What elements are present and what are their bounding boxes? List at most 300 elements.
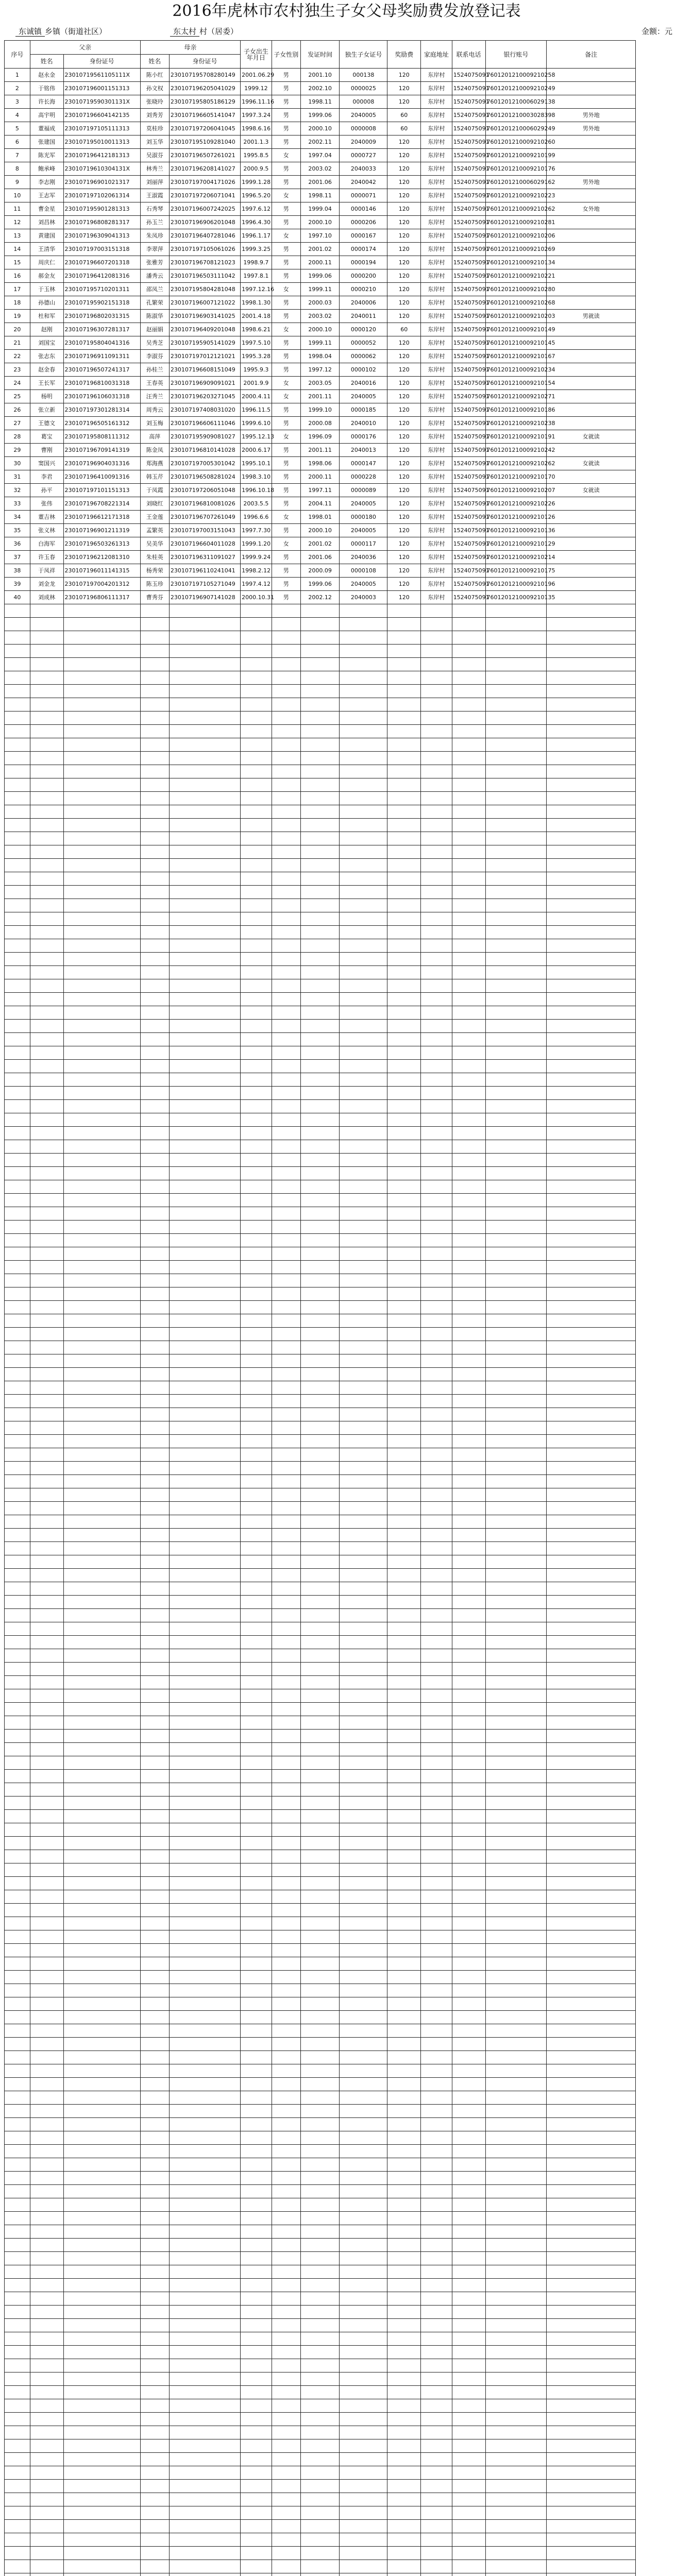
empty-cell [387,2292,421,2306]
empty-cell [272,1997,300,2011]
empty-cell [387,1435,421,1448]
empty-cell [485,1997,547,2011]
empty-cell [485,805,547,819]
empty-cell [63,1890,140,1904]
empty-cell [485,752,547,765]
empty-cell [421,1971,452,1984]
empty-row [5,1529,689,1542]
empty-row [5,966,689,979]
cell-father-name: 窦国兴 [30,457,63,470]
empty-cell [300,2279,340,2292]
empty-cell [5,2413,30,2426]
empty-cell [5,859,30,872]
empty-cell [169,1984,240,1997]
empty-cell [340,792,387,805]
empty-cell [300,1917,340,1930]
empty-cell [547,2386,636,2399]
empty-row [5,1448,689,1462]
empty-cell [421,1020,452,1033]
cell-remark [547,417,636,430]
empty-cell [452,819,485,832]
empty-cell [485,1904,547,1917]
empty-cell [547,2332,636,2346]
empty-cell [300,872,340,886]
table-row [5,564,689,578]
empty-cell [340,1100,387,1113]
empty-cell [140,2078,169,2091]
empty-cell [547,2560,636,2573]
table-row [5,377,689,390]
empty-cell [169,859,240,872]
empty-cell [5,1542,30,1555]
cell-mother-id: 230107195804281048 [169,283,240,296]
empty-cell [30,631,63,645]
cell-cert-number: 0000117 [340,537,387,551]
empty-cell [272,1462,300,1475]
empty-cell [140,1462,169,1475]
empty-cell [387,859,421,872]
empty-cell [63,899,140,912]
empty-cell [387,2091,421,2105]
empty-cell [300,2038,340,2051]
cell-cert-number: 0000185 [340,403,387,417]
empty-cell [169,658,240,671]
empty-cell [300,2573,340,2576]
empty-cell [169,1113,240,1127]
empty-cell [547,1354,636,1368]
empty-cell [387,1354,421,1368]
empty-cell [272,993,300,1006]
empty-cell [5,2279,30,2292]
empty-cell [63,1368,140,1381]
empty-cell [5,1194,30,1207]
empty-row [5,1180,689,1194]
empty-cell [340,939,387,953]
empty-cell [63,2306,140,2319]
empty-cell [272,1676,300,1689]
empty-row [5,1261,689,1274]
empty-cell [421,1703,452,1716]
empty-cell [452,618,485,631]
cell-cert-number: 2040009 [340,135,387,149]
empty-cell [452,2279,485,2292]
cell-address: 东岸村 [421,135,452,149]
empty-cell [30,1770,63,1783]
cell-father-name: 曹刚 [30,444,63,457]
empty-cell [241,1046,272,1060]
cell-reward: 120 [387,336,421,350]
empty-cell [452,2225,485,2239]
empty-cell [485,926,547,939]
cell-mother-id: 230107197105061026 [169,243,240,256]
cell-bank-account: 7601201210009210167 [485,350,547,363]
empty-cell [272,1020,300,1033]
empty-row [5,1502,689,1515]
empty-cell [30,2533,63,2547]
empty-cell [387,725,421,738]
cell-father-id: 230107196607201318 [63,256,140,269]
cell-phone: 1524075091 [452,82,485,95]
empty-cell [452,1636,485,1649]
empty-cell [340,953,387,966]
empty-cell [169,979,240,993]
empty-cell [421,1917,452,1930]
empty-cell [241,1997,272,2011]
empty-cell [5,1756,30,1770]
empty-cell [547,1730,636,1743]
empty-cell [272,1261,300,1274]
empty-cell [452,1060,485,1073]
empty-cell [5,1810,30,1823]
empty-cell [140,1154,169,1167]
empty-cell [272,2198,300,2212]
empty-cell [340,845,387,859]
empty-cell [30,1663,63,1676]
empty-cell [241,805,272,819]
empty-cell [340,2265,387,2279]
empty-cell [169,1100,240,1113]
empty-cell [387,1046,421,1060]
empty-cell [387,953,421,966]
cell-child-gender: 男 [272,202,300,216]
cell-remark [547,69,636,82]
empty-cell [5,1207,30,1221]
empty-cell [300,1234,340,1247]
empty-cell [452,2520,485,2533]
empty-cell [421,1314,452,1328]
empty-cell [452,765,485,778]
empty-cell [421,1221,452,1234]
cell-phone: 1524075091 [452,229,485,243]
empty-cell [140,631,169,645]
empty-cell [272,1930,300,1944]
cell-mother-name: 王金莲 [140,511,169,524]
empty-cell [452,1100,485,1113]
empty-cell [63,1904,140,1917]
empty-cell [387,2279,421,2292]
empty-cell [63,2212,140,2225]
empty-cell [30,2091,63,2105]
cell-mother-id: 230107196508281024 [169,470,240,484]
empty-cell [547,2506,636,2520]
cell-father-name: 许长海 [30,95,63,109]
empty-cell [169,2319,240,2332]
empty-cell [547,1207,636,1221]
empty-cell [485,2426,547,2439]
empty-cell [452,2145,485,2158]
empty-cell [387,1167,421,1180]
empty-cell [241,752,272,765]
empty-cell [272,1837,300,1850]
empty-cell [300,1636,340,1649]
empty-cell [140,1850,169,1863]
cell-cert-number: 0000146 [340,202,387,216]
empty-cell [387,1971,421,1984]
cell-issue-date: 2002.11 [300,135,340,149]
empty-cell [485,2239,547,2252]
empty-cell [485,1555,547,1569]
empty-cell [169,1957,240,1971]
empty-row [5,2118,689,2131]
empty-cell [421,698,452,711]
empty-cell [63,2185,140,2198]
empty-cell [241,1006,272,1020]
empty-cell [485,2252,547,2265]
empty-cell [485,2078,547,2091]
empty-cell [340,1971,387,1984]
cell-father-name: 杨明 [30,390,63,403]
empty-cell [300,1582,340,1596]
empty-cell [485,2225,547,2239]
empty-row [5,2439,689,2453]
empty-cell [272,2573,300,2576]
cell-father-name: 孙平 [30,484,63,497]
empty-cell [241,1475,272,1488]
cell-reward: 60 [387,109,421,122]
empty-cell [300,1100,340,1113]
empty-cell [452,1716,485,1730]
empty-cell [169,805,240,819]
empty-cell [169,1917,240,1930]
empty-cell [241,604,272,618]
empty-cell [547,2399,636,2413]
empty-cell [340,1408,387,1421]
empty-cell [272,2560,300,2573]
empty-cell [547,1180,636,1194]
empty-cell [241,1582,272,1596]
empty-row [5,819,689,832]
empty-cell [340,2225,387,2239]
sheet-meta [0,23,693,40]
empty-cell [340,1863,387,1877]
empty-cell [30,2038,63,2051]
empty-cell [272,2372,300,2386]
empty-cell [272,1328,300,1341]
empty-cell [452,1221,485,1234]
empty-cell [485,1837,547,1850]
empty-row [5,2038,689,2051]
cell-bank-account: 7601201210009210268 [485,296,547,310]
empty-cell [63,1502,140,1515]
empty-cell [63,2413,140,2426]
empty-cell [340,2252,387,2265]
cell-mother-id: 230107196604011028 [169,537,240,551]
empty-cell [140,1006,169,1020]
empty-cell [272,1421,300,1435]
cell-mother-id: 230107196707261049 [169,511,240,524]
empty-cell [63,1060,140,1073]
empty-cell [340,1582,387,1596]
empty-cell [300,953,340,966]
empty-cell [421,1234,452,1247]
cell-cert-number: 2040005 [340,109,387,122]
empty-cell [387,1596,421,1609]
empty-cell [485,1020,547,1033]
empty-cell [485,832,547,845]
empty-cell [421,1663,452,1676]
empty-cell [272,1944,300,1957]
cell-mother-name: 郑海燕 [140,457,169,470]
empty-cell [63,859,140,872]
empty-row [5,1515,689,1529]
cell-cert-number: 0000228 [340,470,387,484]
empty-cell [452,1676,485,1689]
empty-cell [140,1743,169,1756]
empty-cell [140,1904,169,1917]
empty-cell [140,1167,169,1180]
cell-child-birth: 1999.3.25 [241,243,272,256]
empty-cell [5,2145,30,2158]
cell-issue-date: 2000.10 [300,216,340,229]
empty-cell [300,2319,340,2332]
empty-cell [30,1167,63,1180]
empty-cell [241,1234,272,1247]
empty-cell [63,2560,140,2573]
empty-cell [169,1354,240,1368]
empty-cell [452,2091,485,2105]
cell-issue-date: 1999.06 [300,269,340,283]
empty-cell [169,1890,240,1904]
empty-cell [140,2399,169,2413]
empty-cell [30,1274,63,1287]
empty-cell [485,1609,547,1622]
empty-cell [30,805,63,819]
empty-cell [300,2172,340,2185]
empty-row [5,1877,689,1890]
empty-row [5,1113,689,1127]
empty-cell [547,1957,636,1971]
empty-cell [272,1247,300,1261]
empty-cell [169,1020,240,1033]
empty-cell [547,2064,636,2078]
empty-cell [169,792,240,805]
empty-cell [63,2265,140,2279]
empty-cell [300,912,340,926]
empty-row [5,1957,689,1971]
empty-cell [140,1676,169,1689]
empty-cell [547,618,636,631]
empty-cell [272,1287,300,1301]
empty-cell [5,1140,30,1154]
empty-cell [63,604,140,618]
empty-row [5,2011,689,2024]
empty-cell [63,2172,140,2185]
empty-cell [30,2547,63,2560]
cell-phone: 1524075091 [452,591,485,604]
empty-cell [169,1274,240,1287]
table-row [5,149,689,162]
empty-cell [30,1314,63,1328]
cell-bank-account: 7601201210009210269 [485,243,547,256]
empty-cell [5,2024,30,2038]
cell-mother-id: 230107195905141029 [169,336,240,350]
empty-cell [5,1180,30,1194]
table-row [5,484,689,497]
cell-phone: 1524075091 [452,524,485,537]
cell-remark [547,350,636,363]
empty-cell [272,1609,300,1622]
empty-cell [272,845,300,859]
empty-cell [169,1194,240,1207]
empty-cell [452,1904,485,1917]
empty-cell [387,2560,421,2573]
cell-address: 东岸村 [421,497,452,511]
cell-remark: 男就读 [547,310,636,323]
empty-cell [300,2386,340,2399]
empty-cell [272,819,300,832]
empty-cell [272,1475,300,1488]
cell-father-id: 230107196708221314 [63,497,140,511]
empty-cell [169,711,240,725]
cell-father-name: 张立新 [30,403,63,417]
table-row [5,229,689,243]
empty-cell [340,1287,387,1301]
empty-cell [241,2547,272,2560]
cell-reward: 120 [387,578,421,591]
empty-cell [272,1194,300,1207]
cell-bank-account: 7601201210009210176 [485,162,547,176]
empty-cell [421,1421,452,1435]
empty-cell [272,1274,300,1287]
empty-cell [241,2560,272,2573]
empty-cell [63,792,140,805]
empty-cell [485,1542,547,1555]
empty-cell [241,1448,272,1462]
empty-cell [30,1354,63,1368]
cell-child-birth: 1999.1.28 [241,176,272,189]
empty-cell [5,1863,30,1877]
empty-cell [547,1542,636,1555]
empty-cell [421,1073,452,1087]
empty-cell [169,2386,240,2399]
empty-row [5,765,689,778]
cell-bank-account: 7601201210009210170 [485,470,547,484]
empty-cell [421,2533,452,2547]
cell-address: 东岸村 [421,457,452,470]
cell-father-name: 李君 [30,470,63,484]
empty-cell [421,1033,452,1046]
empty-cell [485,1703,547,1716]
empty-cell [387,2453,421,2466]
cell-cert-number: 0000062 [340,350,387,363]
cell-bank-account: 7601201210009210234 [485,363,547,377]
cell-father-id: 230107196307281317 [63,323,140,336]
empty-cell [272,2493,300,2506]
empty-cell [300,1716,340,1730]
cell-father-id: 230107196001151313 [63,82,140,95]
empty-row [5,1944,689,1957]
empty-cell [63,2145,140,2158]
empty-cell [63,1797,140,1810]
empty-cell [452,1944,485,1957]
empty-cell [5,819,30,832]
empty-cell [547,2547,636,2560]
empty-cell [340,1421,387,1435]
cell-mother-name: 周秀云 [140,403,169,417]
empty-cell [547,2198,636,2212]
empty-cell [300,1462,340,1475]
empty-cell [387,1904,421,1917]
cell-father-id: 230107197102061314 [63,189,140,202]
empty-row [5,1421,689,1435]
empty-cell [140,1609,169,1622]
cell-mother-name: 朱凤珍 [140,229,169,243]
empty-cell [547,1006,636,1020]
empty-cell [340,1957,387,1971]
empty-cell [30,1073,63,1087]
empty-cell [300,2346,340,2359]
empty-cell [272,2413,300,2426]
